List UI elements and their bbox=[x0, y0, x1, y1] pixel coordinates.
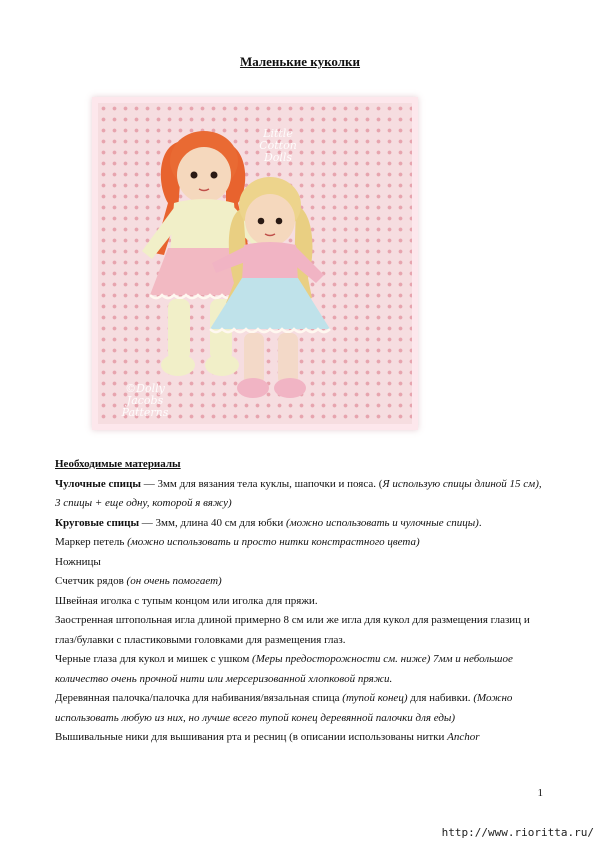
materials-item-scissors: Ножницы bbox=[55, 555, 101, 568]
materials-item-counter bbox=[55, 572, 545, 592]
materials-item-needle: Швейная иголка с тупым концом или иголка для пряжи. bbox=[55, 594, 318, 607]
section-title: Необходимые материалы bbox=[55, 458, 181, 470]
materials-item-doll-needle: Заостренная штопольная игла длиной примерно 8 см или же игла для кукол для размещения глазиц и глаз/булавки с пластиковыми головками для размещения глаз. bbox=[55, 614, 530, 646]
materials-item-stick bbox=[55, 689, 545, 728]
item-text: Маркер петель bbox=[55, 536, 128, 548]
item-note: Anchor bbox=[447, 731, 480, 743]
watermark-text: Little Cotton bbox=[259, 127, 297, 152]
item-text: — 3мм, длина 40 см для юбки bbox=[139, 516, 286, 529]
item-label: Чулочные спицы bbox=[55, 477, 141, 490]
watermark-text: Dolls bbox=[263, 151, 293, 164]
item-text: для набивки. bbox=[407, 692, 474, 704]
doll-photo-frame bbox=[92, 97, 418, 430]
materials-item-circular bbox=[55, 514, 545, 534]
item-text: Вышивальные ники для вышивания рта и ресниц (в описании использованы нитки bbox=[55, 731, 448, 743]
item-note: Я использую спицы длиной 15 см), 3 спицы + еще одну, которой я вяжу) bbox=[55, 477, 542, 509]
photo-watermark-top bbox=[248, 128, 308, 164]
page-number: 1 bbox=[537, 787, 543, 799]
item-label: Круговые спицы bbox=[55, 516, 140, 529]
item-note: (можно использовать и чулочные спицы) bbox=[286, 516, 479, 529]
page-title: Маленькие куколки bbox=[239, 54, 361, 69]
materials-item-marker bbox=[55, 533, 545, 553]
item-note: (Можно использовать любую из них, но лучше всего тупой конец деревянной палочки для еды) bbox=[55, 692, 513, 724]
item-text: . bbox=[478, 516, 482, 529]
item-text: Счетчик рядов bbox=[55, 575, 127, 587]
photo-watermark-bottom bbox=[110, 383, 180, 419]
site-url: http://www.rioritta.ru/ bbox=[441, 826, 594, 839]
item-note: (можно использовать и просто нитки констрастного цвета) bbox=[127, 536, 420, 548]
watermark-text: ©Dolly Jacobs bbox=[125, 382, 165, 407]
materials-item-embroidery bbox=[55, 728, 545, 748]
materials-item-eyes bbox=[55, 650, 545, 689]
watermark-text: Patterns bbox=[121, 406, 169, 419]
doll-photo bbox=[98, 103, 412, 424]
materials-section bbox=[55, 455, 545, 748]
materials-item-dpn bbox=[55, 475, 545, 514]
item-text: Деревянная палочка/палочка для набивания/вязальная спица bbox=[55, 692, 343, 704]
item-note: (он очень помогает) bbox=[126, 575, 222, 587]
item-text: Черные глаза для кукол и мишек с ушком bbox=[55, 653, 253, 665]
item-text: — 3мм для вязания тела куклы, шапочки и пояса. ( bbox=[140, 477, 383, 490]
item-note: (тупой конец) bbox=[342, 692, 408, 704]
item-note: (Меры предосторожности см. ниже) 7мм и небольшое количество очень прочной нити или мерсеризованной хлопковой пряжи. bbox=[55, 653, 513, 685]
